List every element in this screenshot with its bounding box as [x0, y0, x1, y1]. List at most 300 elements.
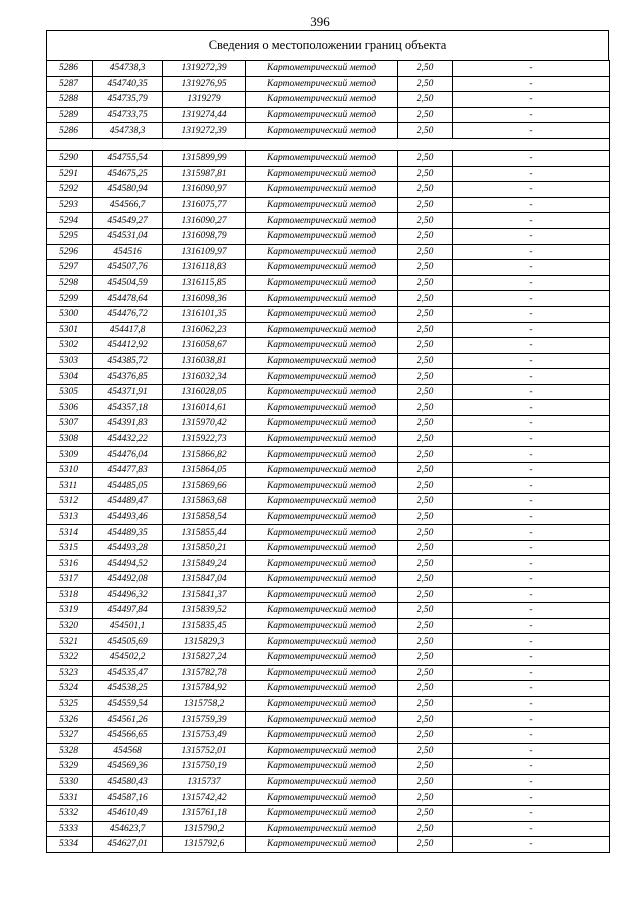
description-cell: - [453, 494, 610, 510]
method-cell: Картометрический метод [246, 123, 398, 139]
method-cell: Картометрический метод [246, 447, 398, 463]
x-coordinate-cell: 454412,92 [93, 338, 163, 354]
description-cell: - [453, 322, 610, 338]
accuracy-cell: 2,50 [398, 369, 453, 385]
point-number-cell: 5332 [47, 805, 93, 821]
y-coordinate-cell: 1319272,39 [163, 123, 246, 139]
x-coordinate-cell: 454569,36 [93, 759, 163, 775]
y-coordinate-cell: 1315753,49 [163, 727, 246, 743]
method-cell: Картометрический метод [246, 665, 398, 681]
method-cell: Картометрический метод [246, 696, 398, 712]
accuracy-cell: 2,50 [398, 306, 453, 322]
x-coordinate-cell: 454610,49 [93, 805, 163, 821]
accuracy-cell: 2,50 [398, 525, 453, 541]
x-coordinate-cell: 454627,01 [93, 837, 163, 853]
point-number-cell: 5307 [47, 416, 93, 432]
method-cell: Картометрический метод [246, 416, 398, 432]
accuracy-cell: 2,50 [398, 197, 453, 213]
accuracy-cell: 2,50 [398, 727, 453, 743]
accuracy-cell: 2,50 [398, 123, 453, 139]
accuracy-cell: 2,50 [398, 260, 453, 276]
x-coordinate-cell: 454497,84 [93, 603, 163, 619]
description-cell: - [453, 540, 610, 556]
coordinates-table [46, 60, 610, 853]
y-coordinate-cell: 1316101,35 [163, 306, 246, 322]
table-row [47, 556, 610, 572]
x-coordinate-cell: 454492,08 [93, 572, 163, 588]
accuracy-cell: 2,50 [398, 572, 453, 588]
accuracy-cell: 2,50 [398, 76, 453, 92]
x-coordinate-cell: 454516 [93, 244, 163, 260]
accuracy-cell: 2,50 [398, 759, 453, 775]
y-coordinate-cell: 1315869,66 [163, 478, 246, 494]
description-cell: - [453, 712, 610, 728]
table-row [47, 774, 610, 790]
point-number-cell: 5304 [47, 369, 93, 385]
x-coordinate-cell: 454505,69 [93, 634, 163, 650]
accuracy-cell: 2,50 [398, 712, 453, 728]
method-cell: Картометрический метод [246, 572, 398, 588]
y-coordinate-cell: 1315899,99 [163, 150, 246, 166]
x-coordinate-cell: 454501,1 [93, 618, 163, 634]
point-number-cell: 5331 [47, 790, 93, 806]
table-row [47, 416, 610, 432]
table-row [47, 681, 610, 697]
description-cell: - [453, 790, 610, 806]
method-cell: Картометрический метод [246, 712, 398, 728]
y-coordinate-cell: 1316075,77 [163, 197, 246, 213]
table-row [47, 712, 610, 728]
x-coordinate-cell: 454587,16 [93, 790, 163, 806]
x-coordinate-cell: 454504,59 [93, 275, 163, 291]
description-cell: - [453, 603, 610, 619]
point-number-cell: 5322 [47, 649, 93, 665]
y-coordinate-cell: 1316098,79 [163, 228, 246, 244]
description-cell: - [453, 338, 610, 354]
x-coordinate-cell: 454493,46 [93, 509, 163, 525]
point-number-cell: 5290 [47, 150, 93, 166]
table-row [47, 213, 610, 229]
table-row [47, 696, 610, 712]
accuracy-cell: 2,50 [398, 462, 453, 478]
method-cell: Картометрический метод [246, 525, 398, 541]
accuracy-cell: 2,50 [398, 634, 453, 650]
point-number-cell: 5309 [47, 447, 93, 463]
method-cell: Картометрический метод [246, 61, 398, 77]
description-cell: - [453, 197, 610, 213]
x-coordinate-cell: 454385,72 [93, 353, 163, 369]
point-number-cell: 5334 [47, 837, 93, 853]
method-cell: Картометрический метод [246, 322, 398, 338]
point-number-cell: 5300 [47, 306, 93, 322]
method-cell: Картометрический метод [246, 603, 398, 619]
description-cell: - [453, 61, 610, 77]
y-coordinate-cell: 1315839,52 [163, 603, 246, 619]
point-number-cell: 5319 [47, 603, 93, 619]
accuracy-cell: 2,50 [398, 182, 453, 198]
coordinates-document [46, 30, 609, 853]
table-row [47, 727, 610, 743]
point-number-cell: 5297 [47, 260, 93, 276]
description-cell: - [453, 291, 610, 307]
x-coordinate-cell: 454580,94 [93, 182, 163, 198]
y-coordinate-cell: 1319272,39 [163, 61, 246, 77]
table-row [47, 759, 610, 775]
accuracy-cell: 2,50 [398, 696, 453, 712]
x-coordinate-cell: 454538,25 [93, 681, 163, 697]
description-cell: - [453, 587, 610, 603]
accuracy-cell: 2,50 [398, 244, 453, 260]
point-number-cell: 5318 [47, 587, 93, 603]
coordinates-table-body [47, 61, 610, 853]
point-number-cell: 5306 [47, 400, 93, 416]
table-row [47, 494, 610, 510]
table-row [47, 182, 610, 198]
point-number-cell: 5320 [47, 618, 93, 634]
x-coordinate-cell: 454485,05 [93, 478, 163, 494]
description-cell: - [453, 665, 610, 681]
x-coordinate-cell: 454502,2 [93, 649, 163, 665]
x-coordinate-cell: 454489,47 [93, 494, 163, 510]
x-coordinate-cell: 454623,7 [93, 821, 163, 837]
x-coordinate-cell: 454489,35 [93, 525, 163, 541]
table-row [47, 805, 610, 821]
x-coordinate-cell: 454738,3 [93, 123, 163, 139]
accuracy-cell: 2,50 [398, 665, 453, 681]
point-number-cell: 5294 [47, 213, 93, 229]
table-row [47, 244, 610, 260]
description-cell: - [453, 431, 610, 447]
description-cell: - [453, 123, 610, 139]
table-row [47, 306, 610, 322]
y-coordinate-cell: 1315863,68 [163, 494, 246, 510]
x-coordinate-cell: 454738,3 [93, 61, 163, 77]
point-number-cell: 5295 [47, 228, 93, 244]
table-row [47, 525, 610, 541]
y-coordinate-cell: 1315827,24 [163, 649, 246, 665]
point-number-cell: 5289 [47, 107, 93, 123]
group-separator-cell [47, 138, 610, 150]
description-cell: - [453, 837, 610, 853]
y-coordinate-cell: 1316090,27 [163, 213, 246, 229]
y-coordinate-cell: 1319276,95 [163, 76, 246, 92]
x-coordinate-cell: 454531,04 [93, 228, 163, 244]
method-cell: Картометрический метод [246, 92, 398, 108]
description-cell: - [453, 462, 610, 478]
description-cell: - [453, 384, 610, 400]
point-number-cell: 5308 [47, 431, 93, 447]
method-cell: Картометрический метод [246, 805, 398, 821]
point-number-cell: 5327 [47, 727, 93, 743]
accuracy-cell: 2,50 [398, 322, 453, 338]
table-row [47, 150, 610, 166]
description-cell: - [453, 743, 610, 759]
y-coordinate-cell: 1316032,34 [163, 369, 246, 385]
point-number-cell: 5296 [47, 244, 93, 260]
table-row [47, 123, 610, 139]
accuracy-cell: 2,50 [398, 150, 453, 166]
y-coordinate-cell: 1315987,81 [163, 166, 246, 182]
table-row [47, 384, 610, 400]
point-number-cell: 5287 [47, 76, 93, 92]
x-coordinate-cell: 454476,72 [93, 306, 163, 322]
accuracy-cell: 2,50 [398, 338, 453, 354]
x-coordinate-cell: 454566,7 [93, 197, 163, 213]
accuracy-cell: 2,50 [398, 774, 453, 790]
table-row [47, 665, 610, 681]
description-cell: - [453, 774, 610, 790]
table-row [47, 509, 610, 525]
description-cell: - [453, 166, 610, 182]
point-number-cell: 5330 [47, 774, 93, 790]
description-cell: - [453, 353, 610, 369]
x-coordinate-cell: 454493,28 [93, 540, 163, 556]
y-coordinate-cell: 1315850,21 [163, 540, 246, 556]
table-row [47, 603, 610, 619]
x-coordinate-cell: 454675,25 [93, 166, 163, 182]
accuracy-cell: 2,50 [398, 291, 453, 307]
accuracy-cell: 2,50 [398, 805, 453, 821]
x-coordinate-cell: 454561,26 [93, 712, 163, 728]
y-coordinate-cell: 1319274,44 [163, 107, 246, 123]
accuracy-cell: 2,50 [398, 353, 453, 369]
y-coordinate-cell: 1315864,05 [163, 462, 246, 478]
accuracy-cell: 2,50 [398, 400, 453, 416]
table-row [47, 291, 610, 307]
page-number: 396 [310, 14, 330, 29]
accuracy-cell: 2,50 [398, 416, 453, 432]
description-cell: - [453, 759, 610, 775]
point-number-cell: 5286 [47, 61, 93, 77]
x-coordinate-cell: 454735,79 [93, 92, 163, 108]
x-coordinate-cell: 454580,43 [93, 774, 163, 790]
table-row [47, 572, 610, 588]
accuracy-cell: 2,50 [398, 275, 453, 291]
table-row [47, 821, 610, 837]
method-cell: Картометрический метод [246, 759, 398, 775]
accuracy-cell: 2,50 [398, 618, 453, 634]
table-row [47, 322, 610, 338]
accuracy-cell: 2,50 [398, 431, 453, 447]
method-cell: Картометрический метод [246, 384, 398, 400]
method-cell: Картометрический метод [246, 727, 398, 743]
x-coordinate-cell: 454391,83 [93, 416, 163, 432]
table-row [47, 649, 610, 665]
accuracy-cell: 2,50 [398, 61, 453, 77]
point-number-cell: 5293 [47, 197, 93, 213]
table-row [47, 478, 610, 494]
x-coordinate-cell: 454432,22 [93, 431, 163, 447]
method-cell: Картометрический метод [246, 182, 398, 198]
table-row [47, 197, 610, 213]
x-coordinate-cell: 454476,04 [93, 447, 163, 463]
point-number-cell: 5321 [47, 634, 93, 650]
table-row [47, 400, 610, 416]
accuracy-cell: 2,50 [398, 166, 453, 182]
table-row [47, 431, 610, 447]
description-cell: - [453, 572, 610, 588]
y-coordinate-cell: 1315922,73 [163, 431, 246, 447]
method-cell: Картометрический метод [246, 338, 398, 354]
table-row [47, 92, 610, 108]
section-title: Сведения о местоположении границ объекта [46, 30, 609, 60]
description-cell: - [453, 92, 610, 108]
x-coordinate-cell: 454566,65 [93, 727, 163, 743]
table-row [47, 790, 610, 806]
description-cell: - [453, 696, 610, 712]
y-coordinate-cell: 1315841,37 [163, 587, 246, 603]
point-number-cell: 5314 [47, 525, 93, 541]
method-cell: Картометрический метод [246, 681, 398, 697]
x-coordinate-cell: 454477,83 [93, 462, 163, 478]
y-coordinate-cell: 1316109,97 [163, 244, 246, 260]
table-row [47, 107, 610, 123]
y-coordinate-cell: 1316062,23 [163, 322, 246, 338]
point-number-cell: 5311 [47, 478, 93, 494]
table-row [47, 618, 610, 634]
point-number-cell: 5313 [47, 509, 93, 525]
table-row [47, 275, 610, 291]
description-cell: - [453, 416, 610, 432]
point-number-cell: 5317 [47, 572, 93, 588]
y-coordinate-cell: 1316058,67 [163, 338, 246, 354]
method-cell: Картометрический метод [246, 837, 398, 853]
point-number-cell: 5329 [47, 759, 93, 775]
table-row [47, 338, 610, 354]
accuracy-cell: 2,50 [398, 790, 453, 806]
point-number-cell: 5326 [47, 712, 93, 728]
point-number-cell: 5292 [47, 182, 93, 198]
x-coordinate-cell: 454371,91 [93, 384, 163, 400]
point-number-cell: 5288 [47, 92, 93, 108]
description-cell: - [453, 76, 610, 92]
description-cell: - [453, 369, 610, 385]
accuracy-cell: 2,50 [398, 837, 453, 853]
y-coordinate-cell: 1315829,3 [163, 634, 246, 650]
accuracy-cell: 2,50 [398, 556, 453, 572]
point-number-cell: 5303 [47, 353, 93, 369]
description-cell: - [453, 649, 610, 665]
method-cell: Картометрический метод [246, 213, 398, 229]
table-row [47, 260, 610, 276]
y-coordinate-cell: 1315742,42 [163, 790, 246, 806]
table-row [47, 166, 610, 182]
table-row [47, 587, 610, 603]
point-number-cell: 5298 [47, 275, 93, 291]
description-cell: - [453, 244, 610, 260]
method-cell: Картометрический метод [246, 353, 398, 369]
method-cell: Картометрический метод [246, 790, 398, 806]
accuracy-cell: 2,50 [398, 107, 453, 123]
x-coordinate-cell: 454535,47 [93, 665, 163, 681]
table-row [47, 462, 610, 478]
method-cell: Картометрический метод [246, 260, 398, 276]
y-coordinate-cell: 1315737 [163, 774, 246, 790]
point-number-cell: 5291 [47, 166, 93, 182]
point-number-cell: 5325 [47, 696, 93, 712]
table-row [47, 76, 610, 92]
description-cell: - [453, 556, 610, 572]
y-coordinate-cell: 1315858,54 [163, 509, 246, 525]
method-cell: Картометрический метод [246, 291, 398, 307]
x-coordinate-cell: 454357,18 [93, 400, 163, 416]
x-coordinate-cell: 454568 [93, 743, 163, 759]
y-coordinate-cell: 1315750,19 [163, 759, 246, 775]
point-number-cell: 5333 [47, 821, 93, 837]
accuracy-cell: 2,50 [398, 603, 453, 619]
description-cell: - [453, 306, 610, 322]
table-row [47, 540, 610, 556]
point-number-cell: 5310 [47, 462, 93, 478]
method-cell: Картометрический метод [246, 244, 398, 260]
point-number-cell: 5305 [47, 384, 93, 400]
description-cell: - [453, 182, 610, 198]
group-separator-row [47, 138, 610, 150]
point-number-cell: 5323 [47, 665, 93, 681]
accuracy-cell: 2,50 [398, 540, 453, 556]
description-cell: - [453, 107, 610, 123]
method-cell: Картометрический метод [246, 107, 398, 123]
description-cell: - [453, 509, 610, 525]
y-coordinate-cell: 1315847,04 [163, 572, 246, 588]
method-cell: Картометрический метод [246, 275, 398, 291]
table-row [47, 743, 610, 759]
method-cell: Картометрический метод [246, 743, 398, 759]
y-coordinate-cell: 1316090,97 [163, 182, 246, 198]
method-cell: Картометрический метод [246, 587, 398, 603]
method-cell: Картометрический метод [246, 618, 398, 634]
method-cell: Картометрический метод [246, 197, 398, 213]
method-cell: Картометрический метод [246, 462, 398, 478]
point-number-cell: 5299 [47, 291, 93, 307]
description-cell: - [453, 400, 610, 416]
description-cell: - [453, 634, 610, 650]
description-cell: - [453, 213, 610, 229]
point-number-cell: 5286 [47, 123, 93, 139]
accuracy-cell: 2,50 [398, 587, 453, 603]
table-row [47, 353, 610, 369]
table-row [47, 369, 610, 385]
y-coordinate-cell: 1315759,39 [163, 712, 246, 728]
x-coordinate-cell: 454755,54 [93, 150, 163, 166]
method-cell: Картометрический метод [246, 634, 398, 650]
accuracy-cell: 2,50 [398, 478, 453, 494]
y-coordinate-cell: 1315790,2 [163, 821, 246, 837]
accuracy-cell: 2,50 [398, 509, 453, 525]
method-cell: Картометрический метод [246, 76, 398, 92]
method-cell: Картометрический метод [246, 540, 398, 556]
description-cell: - [453, 727, 610, 743]
y-coordinate-cell: 1315970,42 [163, 416, 246, 432]
method-cell: Картометрический метод [246, 478, 398, 494]
x-coordinate-cell: 454507,76 [93, 260, 163, 276]
y-coordinate-cell: 1316115,85 [163, 275, 246, 291]
accuracy-cell: 2,50 [398, 228, 453, 244]
table-row [47, 447, 610, 463]
y-coordinate-cell: 1315849,24 [163, 556, 246, 572]
table-row [47, 837, 610, 853]
table-row [47, 228, 610, 244]
x-coordinate-cell: 454376,85 [93, 369, 163, 385]
y-coordinate-cell: 1315761,18 [163, 805, 246, 821]
method-cell: Картометрический метод [246, 228, 398, 244]
x-coordinate-cell: 454417,8 [93, 322, 163, 338]
method-cell: Картометрический метод [246, 369, 398, 385]
description-cell: - [453, 525, 610, 541]
method-cell: Картометрический метод [246, 400, 398, 416]
description-cell: - [453, 618, 610, 634]
y-coordinate-cell: 1315792,6 [163, 837, 246, 853]
